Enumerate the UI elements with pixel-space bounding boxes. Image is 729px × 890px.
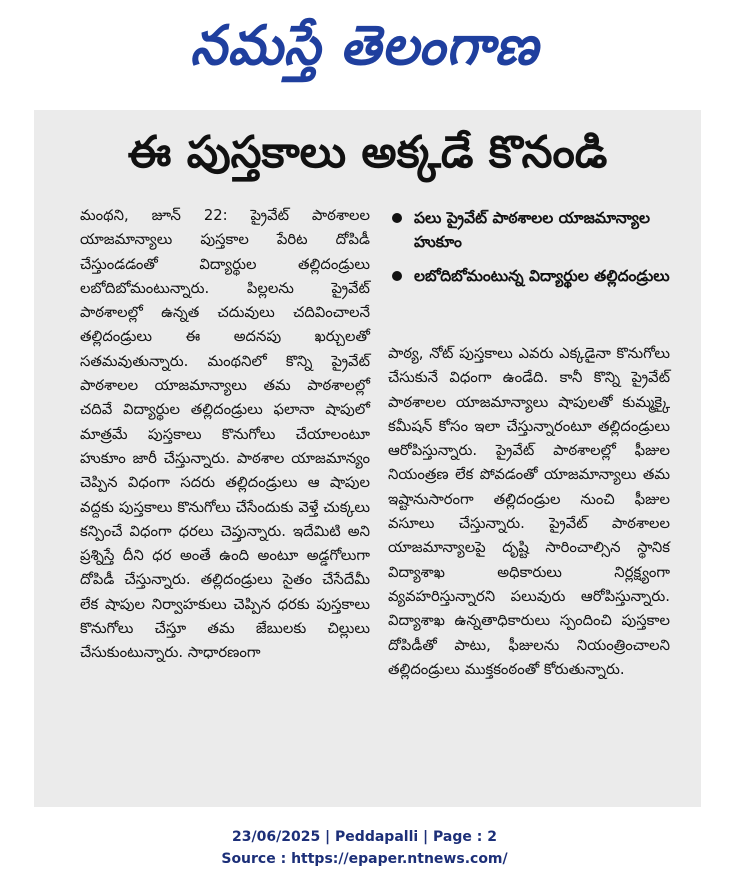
right-column-text: పాఠ్య, నోట్ పుస్తకాలు ఎవరు ఎక్కడైనా కొనుగోలు చేసుకునే విధంగా ఉండేది. కానీ కొన్ని ప్రైవేట్ పాఠశాలల యాజమాన్యాలు షాపులతో కుమ్మక్కై కమీషన్ కోసం ఇలా చేస్తున్నారంటూ తల్లిదండ్రులు ఆరోపిస్తున్నారు. ప్రైవేట్ పాఠశాలల్లో ఫీజుల నియంత్రణ లేక పోవడంతో యాజమాన్యాలు తమ ఇష్టానుసారంగా తల్లిదండ్రుల నుంచి ఫీజుల వసూలు చేస్తున్నారు. ప్రైవేట్ పాఠశాలల యాజమాన్యాలపై దృష్టి సారించాల్సిన స్థానిక విద్యాశాఖ అధికారులు నిర్లక్ష్యంగా వ్యవహరిస్తున్నారని పలువురు ఆరోపిస్తున్నారు. విద్యాశాఖ ఉన్నతాధికారులు స్పందించి పుస్తకాల దోపిడీతో పాటు, ఫీజులను నియంత్రించాలని తల్లిదండ్రులు ముక్తకంఠంతో కోరుతున్నారు. [388, 345, 670, 678]
highlight-text: పలు ప్రైవేట్ పాఠశాలల యాజమాన్యాల హుకూం [414, 209, 650, 251]
article-left-column [80, 204, 370, 666]
article-headline: ఈ పుస్తకాలు అక్కడే కొనండి [127, 127, 608, 178]
bullet-icon [392, 213, 402, 223]
footer-info: 23/06/2025 | Peddapalli | Page : 2 [232, 829, 497, 845]
newspaper-masthead [0, 4, 729, 88]
highlight-item [388, 206, 678, 254]
highlight-text: లబోదిబోమంటున్న విద్యార్థుల తల్లిదండ్రులు [414, 267, 670, 285]
masthead-title: నమస్తే తెలంగాణ [190, 14, 539, 78]
highlight-item [388, 264, 678, 288]
bullet-icon [392, 271, 402, 281]
page-footer [0, 826, 729, 870]
article-highlights [388, 206, 678, 298]
footer-source: Source : https://epaper.ntnews.com/ [221, 851, 508, 867]
article-right-column [388, 342, 670, 682]
left-column-text: మంథని, జూన్ 22: ప్రైవేట్ పాఠశాలల యాజమాన్యాలు పుస్తకాల పేరిట దోపిడీ చేస్తుండడంతో విద్యార్థుల తల్లిదండ్రులు లబోదిబోమంటున్నారు. పిల్లలను ప్రైవేట్ పాఠశాలల్లో ఉన్నత చదువులు చదివించాలనే తల్లిదండ్రులు ఈ అదనపు ఖర్చులతో సతమవుతున్నారు. మంథనిలో కొన్ని ప్రైవేట్ పాఠశాలల యాజమాన్యాలు తమ పాఠశాలల్లో చదివే విద్యార్థుల తల్లిదండ్రులు ఫలానా షాపులో మాత్రమే పుస్తకాలు కొనుగోలు చేయాలంటూ హుకూం జారీ చేస్తున్నారు. పాఠశాల యాజమాన్యం చెప్పిన విధంగా సదరు తల్లిదండ్రులు ఆ షాపుల వద్దకు పుస్తకాలు కొనుగోలు చేసేందుకు వెళ్తే చుక్కలు కన్పించే విధంగా ధరలు చెప్తున్నారు. ఇదేమిటి అని ప్రశ్నిస్తే దీని ధర అంతే ఉంది అంటూ అడ్డగోలుగా దోపిడీ చేస్తున్నారు. తల్లిదండ్రులు సైతం చేసేదేమీ లేక షాపుల నిర్వాహకులు చెప్పిన ధరకు పుస్తకాలు కొనుగోలు చేస్తూ తమ జేబులకు చిల్లులు చేసుకుంటున్నారు. సాధారణంగా [80, 207, 370, 662]
article-clipping [34, 110, 701, 807]
